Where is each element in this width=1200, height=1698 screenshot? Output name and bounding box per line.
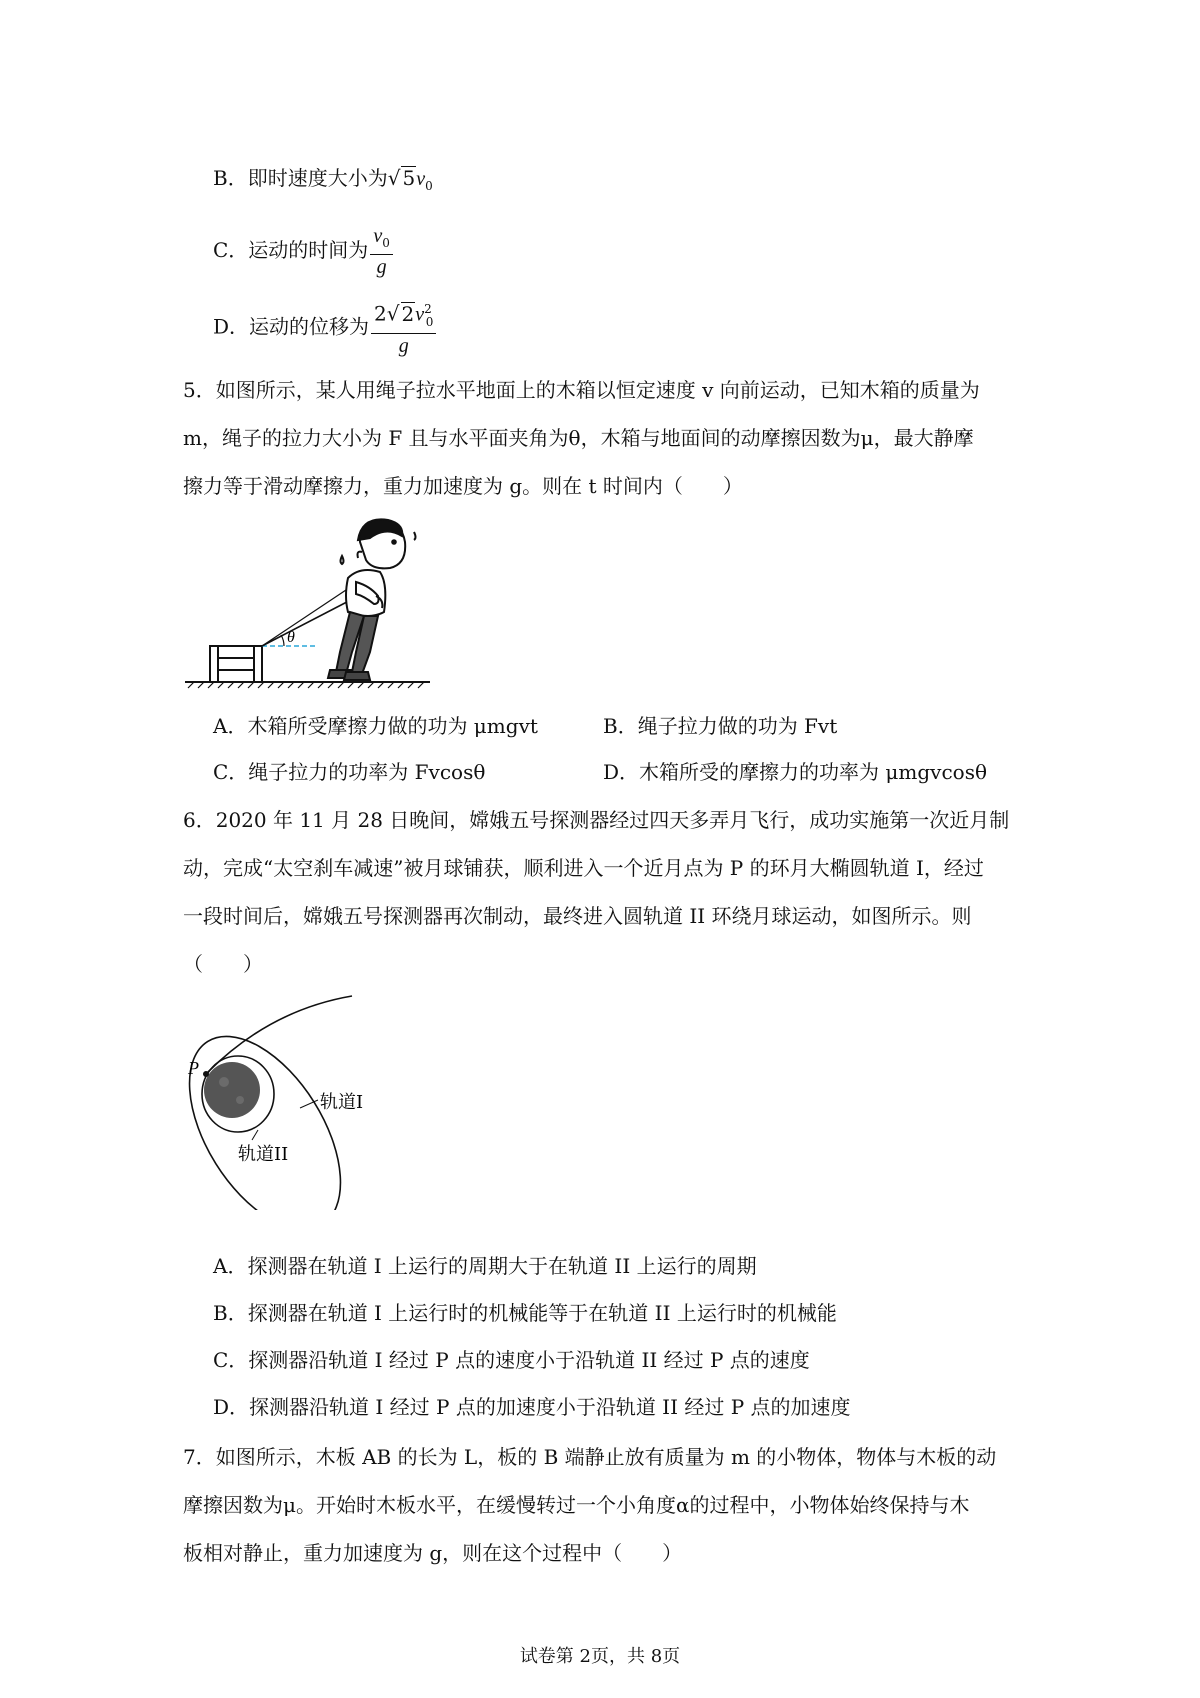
person-icon — [328, 519, 416, 680]
lunar-orbit-figure — [180, 990, 400, 1210]
q6-option-c[interactable]: C．探测器沿轨道 I 经过 P 点的速度小于沿轨道 II 经过 P 点的速度 — [213, 1348, 810, 1372]
q6-stem-line-1: 6．2020 年 11 月 28 日晚间，嫦娥五号探测器经过四天多弄月飞行，成功实施第一次近月制 — [183, 808, 1010, 832]
person-pulling-box-figure — [180, 512, 460, 692]
moon-icon — [204, 1062, 260, 1118]
q6-stem-line-3: 一段时间后，嫦娥五号探测器再次制动，最终进入圆轨道 II 环绕月球运动，如图所示。则 — [183, 904, 972, 928]
fraction: $\frac{2√ 2v^2_0}{g}$ — [371, 298, 436, 358]
orbit-2-label: 轨道II — [238, 1144, 289, 1165]
page-footer: 试卷第 2页，共 8页 — [519, 1646, 681, 1667]
fraction: $\frac{v_0}{g}$ — [370, 224, 393, 279]
q6-option-d[interactable]: D．探测器沿轨道 I 经过 P 点的加速度小于沿轨道 II 经过 P 点的加速度 — [213, 1395, 851, 1419]
q4-option-d[interactable]: D．运动的位移为 $\frac{2√ 2v^2_0}{g}$ — [213, 298, 436, 358]
q6-option-b[interactable]: B．探测器在轨道 I 上运行时的机械能等于在轨道 II 上运行时的机械能 — [213, 1301, 837, 1325]
wooden-box — [210, 646, 262, 682]
q5-stem-line-1: 5．如图所示，某人用绳子拉水平地面上的木箱以恒定速度 v 向前运动，已知木箱的质量为 — [183, 378, 980, 402]
q5-options-row-1 — [213, 712, 1013, 740]
q7-stem-line-1: 7．如图所示，木板 AB 的长为 L，板的 B 端静止放有质量为 m 的小物体，物体与木板的动 — [183, 1445, 997, 1469]
q5-option-d[interactable]: D．木箱所受的摩擦力的功率为 μmgvcosθ — [603, 760, 988, 784]
q7-stem-line-2: 摩擦因数为μ。开始时木板水平，在缓慢转过一个小角度α的过程中，小物体始终保持与木 — [183, 1493, 970, 1517]
q5-option-a[interactable]: A．木箱所受摩擦力做的功为 μmgvt — [213, 714, 538, 738]
q5-stem-line-2: m，绳子的拉力大小为 F 且与水平面夹角为θ，木箱与地面间的动摩擦因数为μ，最大静摩 — [183, 426, 974, 450]
orbit-1-label: 轨道I — [320, 1092, 364, 1113]
q6-option-a[interactable]: A．探测器在轨道 I 上运行的周期大于在轨道 II 上运行的周期 — [213, 1254, 757, 1278]
q4-option-b[interactable]: B．即时速度大小为√ $5v_0$ — [213, 166, 433, 193]
q5-option-c[interactable]: C．绳子拉力的功率为 Fvcosθ — [213, 760, 486, 784]
q7-stem-line-3: 板相对静止，重力加速度为 g，则在这个过程中（ ） — [183, 1541, 683, 1565]
q6-stem-line-2: 动，完成“太空刹车减速”被月球铺获，顺利进入一个近月点为 P 的环月大椭圆轨道 I，经过 — [183, 856, 984, 880]
theta-label: θ — [287, 629, 295, 646]
q5-option-b[interactable]: B．绳子拉力做的功为 Fvt — [603, 714, 838, 738]
q6-stem-line-4: （ ） — [183, 952, 263, 976]
q4-option-c[interactable]: C．运动的时间为 $\frac{v_0}{g}$ — [213, 224, 393, 279]
q5-options-row-2 — [213, 758, 1013, 786]
point-p-label: P — [188, 1058, 199, 1078]
q5-stem-line-3: 擦力等于滑动摩擦力，重力加速度为 g。则在 t 时间内（ ） — [183, 474, 743, 498]
